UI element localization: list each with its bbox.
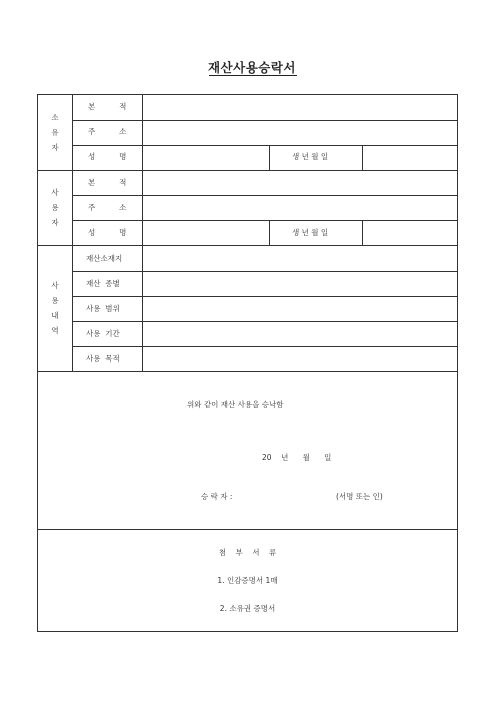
divider — [37, 170, 458, 171]
user-domicile-label: 본 적 — [88, 178, 127, 187]
signature-note: (서명 또는 인) — [336, 492, 383, 501]
approval-date-line: 20 년 월 일 — [262, 453, 332, 462]
attachment-item: 2. 소유권 증명서 — [219, 604, 276, 613]
divider — [72, 321, 458, 322]
title-underline — [209, 75, 297, 76]
divider — [72, 195, 458, 196]
owner-name-label: 성 명 — [88, 152, 127, 161]
divider — [269, 220, 270, 245]
owner-address-label: 주 소 — [88, 127, 127, 136]
attachment-item: 1. 인감증명서 1매 — [217, 576, 278, 585]
usage-purpose-label: 사용 목적 — [86, 354, 120, 363]
owner-birth-label: 생 년 월 일 — [292, 152, 329, 161]
divider — [72, 145, 458, 146]
divider — [37, 245, 458, 246]
divider — [72, 120, 458, 121]
usage-period-label: 사용 기간 — [86, 329, 120, 338]
divider — [72, 220, 458, 221]
divider — [37, 371, 458, 372]
divider — [142, 94, 143, 371]
user-group-label: 사 용 자 — [51, 188, 59, 227]
user-address-label: 주 소 — [88, 203, 127, 212]
approver-label: 승 락 자 : — [201, 492, 233, 501]
usage-group-label: 사 용 내 역 — [51, 281, 59, 335]
user-birth-label: 생 년 월 일 — [292, 228, 329, 237]
usage-type-label: 재산 종별 — [86, 279, 120, 288]
usage-scope-label: 사용 범위 — [86, 304, 120, 313]
owner-group-label: 소 유 자 — [51, 112, 59, 152]
approval-statement: 위와 같이 재산 사용을 승낙함 — [187, 400, 284, 409]
divider — [362, 220, 363, 245]
owner-domicile-label: 본 적 — [88, 102, 127, 111]
divider — [72, 271, 458, 272]
divider — [362, 145, 363, 170]
divider — [37, 529, 458, 530]
divider — [72, 346, 458, 347]
document-title: 재산사용승락서 — [207, 60, 297, 75]
divider — [72, 94, 73, 371]
usage-location-label: 재산소재지 — [86, 254, 123, 263]
attachments-heading: 첨 부 서 류 — [218, 548, 277, 557]
divider — [269, 145, 270, 170]
divider — [72, 296, 458, 297]
user-name-label: 성 명 — [88, 228, 127, 237]
